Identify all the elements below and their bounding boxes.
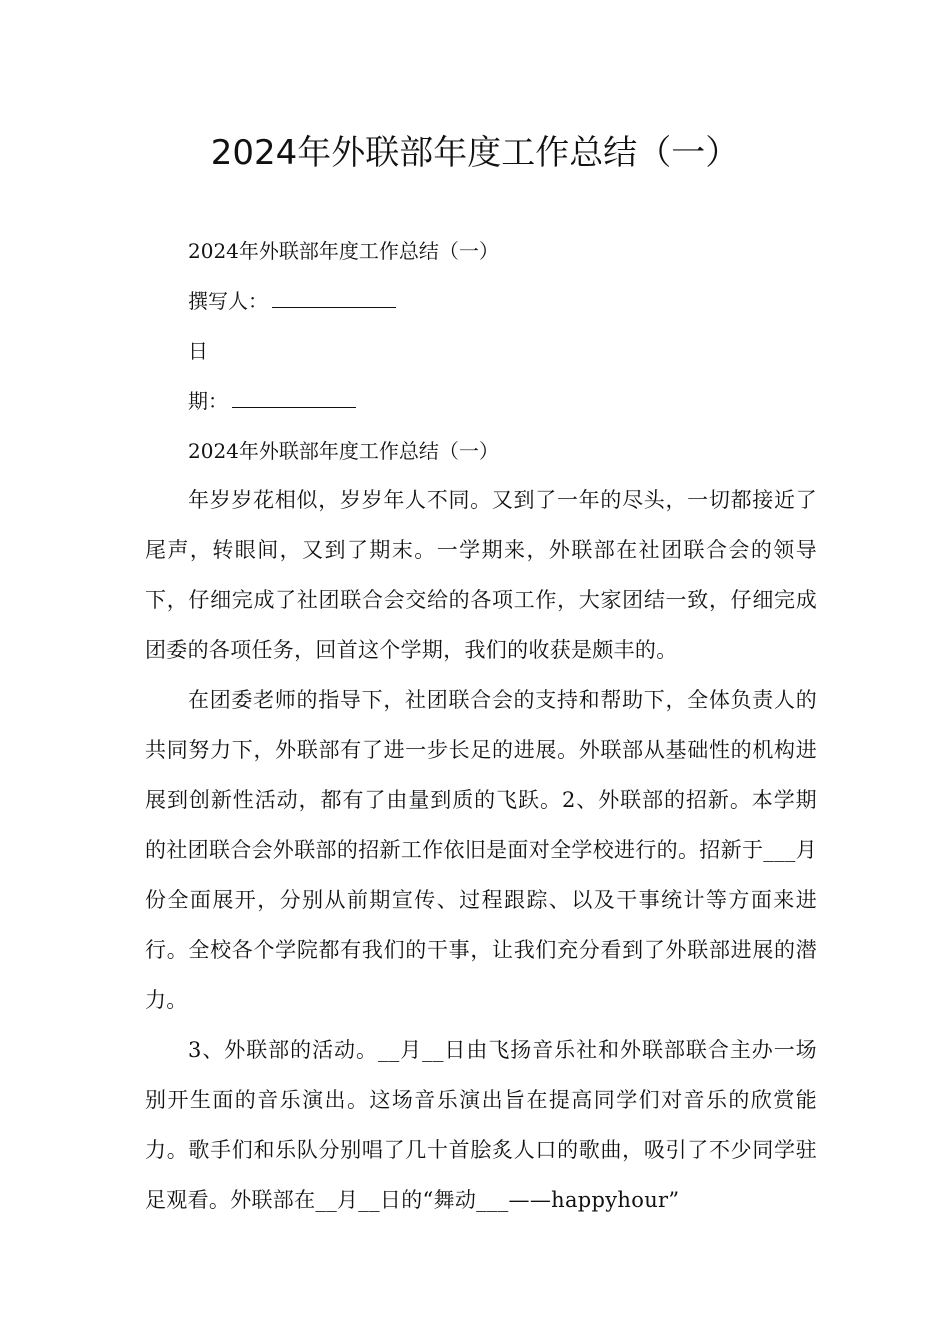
document-subtitle-repeat: 2024年外联部年度工作总结（一） — [188, 439, 499, 463]
date-label-char: 日 — [188, 339, 208, 363]
document-subtitle: 2024年外联部年度工作总结（一） — [188, 239, 499, 263]
document-title: 2024年外联部年度工作总结（一） — [210, 133, 740, 173]
author-label: 撰写人： — [188, 289, 268, 313]
paragraph-3: 3、外联部的活动。__月__日由飞扬音乐社和外联部联合主办一场别开生面的音乐演出。这场音乐演出旨在提高同学们对音乐的欣赏能力。歌手们和乐队分别唱了几十首脍炙人口的歌曲，吸引了不少同学驻足观看。外联部在__月__日的“舞动___——happyhour” — [145, 1038, 817, 1212]
date-line — [188, 386, 356, 416]
date-label: 期： — [188, 389, 228, 413]
author-line — [188, 286, 396, 316]
author-blank — [272, 289, 396, 308]
date-blank — [232, 389, 356, 408]
paragraph-1: 年岁岁花相似，岁岁年人不同。又到了一年的尽头，一切都接近了尾声，转眼间，又到了期末。一学期来，外联部在社团联合会的领导下，仔细完成了社团联合会交给的各项工作，大家团结一致，仔细完成团委的各项任务，回首这个学期，我们的收获是颇丰的。 — [145, 488, 817, 662]
paragraph-2: 在团委老师的指导下，社团联合会的支持和帮助下，全体负责人的共同努力下，外联部有了进一步长足的进展。外联部从基础性的机构进展到创新性活动，都有了由量到质的飞跃。2、外联部的招新。本学期的社团联合会外联部的招新工作依旧是面对全学校进行的。招新于___月份全面展开，分别从前期宣传、过程跟踪、以及干事统计等方面来进行。全校各个学院都有我们的干事，让我们充分看到了外联部进展的潜力。 — [145, 688, 817, 1012]
